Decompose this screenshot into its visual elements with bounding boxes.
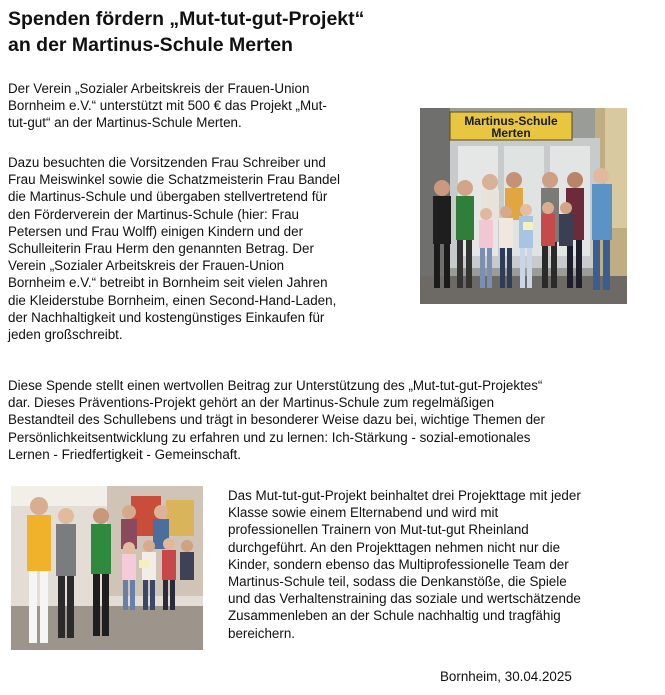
paragraph-line: Kinder, sondern ebenso das Multiprofessionelle Team der	[228, 556, 569, 572]
paragraph-line: Bestandteil des Schullebens und trägt in besonderer Weise dazu bei, wichtige Themen der	[8, 412, 545, 428]
paragraph-line: jeden großschreibt.	[8, 327, 123, 343]
paragraph-line: Schulleiterin Frau Herm den genannten Betrag. Der	[8, 241, 314, 257]
paragraph-line: Klasse sowie einem Elternabend und wird mit	[228, 505, 499, 521]
paragraph-line: Verein „Sozialer Arbeitskreis der Frauen-Union	[8, 258, 285, 274]
paragraph-line: professionellen Trainern von Mut-tut-gut Rheinland	[228, 522, 529, 538]
paragraph-line: den Förderverein der Martinus-Schule (hier: Frau	[8, 206, 299, 222]
paragraph-prevention	[8, 377, 545, 463]
paragraph-line: Diese Spende stellt einen wertvollen Beitrag zur Unterstützung des „Mut-tut-gut-Projektes“	[8, 378, 543, 393]
paragraph-line: Zusammenleben an der Schule nachhaltig und tragfähig	[228, 608, 561, 624]
title-line-2: an der Martinus-Schule Merten	[8, 34, 293, 56]
paragraph-line: Frau Meiswinkel sowie die Schatzmeisterin Frau Bandel	[8, 172, 340, 188]
paragraph-line: Martinus-Schule teil, sodass die Denkanstöße, die Spiele	[228, 574, 567, 590]
paragraph-line: Bornheim e.V.“ unterstützt mit 500 € das Projekt „Mut-	[8, 98, 327, 114]
paragraph-line: die Kleiderstube Bornheim, einen Second-Hand-Laden,	[8, 292, 337, 308]
paragraph-line: Dazu besuchten die Vorsitzenden Frau Schreiber und	[8, 155, 326, 170]
photo-donation-handover	[420, 108, 627, 304]
article-title	[8, 6, 648, 58]
place-date: Bornheim, 30.04.2025	[440, 669, 572, 684]
school-sign-line-2: Merten	[491, 126, 531, 140]
paragraph-line: durchgeführt. An den Projekttagen nehmen nicht nur die	[228, 539, 561, 555]
paragraph-line: der Nachhaltigkeit und kostengünstiges Einkaufen für	[8, 309, 325, 325]
paragraph-line: Das Mut-tut-gut-Projekt beinhaltet drei Projekttage mit jeder	[228, 488, 581, 503]
photo-group-indoor	[11, 486, 203, 650]
paragraph-line: die Martinus-Schule und übergaben stellvertretend für	[8, 189, 328, 205]
paragraph-project-description	[228, 487, 581, 642]
paragraph-visit	[8, 154, 340, 343]
paragraph-intro	[8, 80, 327, 132]
paragraph-line: Petersen und Frau Wolff) einigen Kindern und der	[8, 223, 304, 239]
paragraph-line: bereichern.	[228, 625, 295, 641]
paragraph-line: Der Verein „Sozialer Arbeitskreis der Frauen-Union	[8, 81, 310, 96]
title-line-1: Spenden fördern „Mut-tut-gut-Projekt“	[8, 8, 365, 30]
paragraph-line: dar. Dieses Präventions-Projekt gehört an der Martinus-Schule zum regelmäßigen	[8, 395, 495, 411]
school-sign-line-1: Martinus-Schule	[464, 114, 558, 128]
paragraph-line: Lernen - Friedfertigkeit - Gemeinschaft.	[8, 446, 241, 462]
paragraph-line: Persönlichkeitsentwicklung zu erfahren und zu lernen: Ich-Stärkung - sozial-emotionales	[8, 429, 531, 445]
paragraph-line: tut-gut“ an der Martinus-Schule Merten.	[8, 115, 242, 131]
paragraph-line: und das Verhaltenstraining das soziale und wertschätzende	[228, 591, 581, 607]
paragraph-line: Bornheim e.V.“ betreibt in Bornheim seit vielen Jahren	[8, 275, 328, 291]
